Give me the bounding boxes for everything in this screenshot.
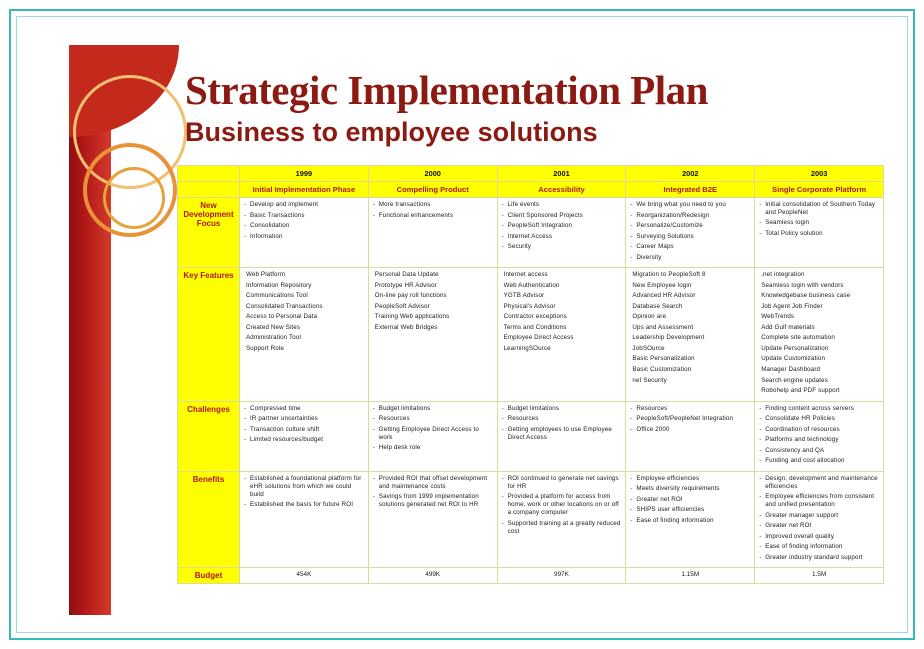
list-item: Update Customization (761, 355, 826, 363)
list-item: - Established the basis for future ROI (244, 501, 364, 509)
list-item: Knowledgebase business case (761, 292, 851, 300)
list-item: Search engine updates (761, 376, 828, 384)
matrix-table-wrapper (177, 165, 883, 584)
cell-r1-c0 (240, 268, 369, 401)
cell-r3-c3 (626, 471, 755, 568)
list-item: Opinion are (632, 313, 667, 321)
cell-list (244, 405, 364, 445)
list-item: Web Platform (246, 271, 286, 279)
list-item: Ups and Assessment (632, 323, 694, 331)
list-item: - Life events (502, 201, 622, 209)
list-item: Complete site automation (761, 334, 835, 342)
cell-list (630, 201, 750, 262)
list-item: - ROI continued to generate net savings for HR (502, 475, 622, 491)
cell-r3-c4 (755, 471, 884, 568)
table-row (178, 471, 884, 568)
list-item: - More transactions (373, 201, 493, 209)
budget-value-4: 1.5M (755, 568, 884, 584)
cell-r1-c1 (368, 268, 497, 401)
list-item: - Develop and implement (244, 201, 364, 209)
cell-r2-c2 (497, 401, 626, 471)
list-item: Terms and Conditions (503, 323, 567, 331)
list-item: - Provided a platform for access from home, work or other locations on or off a company computer (502, 493, 622, 517)
column-name-0: Initial Implementation Phase (240, 182, 369, 198)
list-item: Web Authentication (503, 281, 560, 289)
list-item: - Greater manager support (759, 512, 879, 520)
column-year-3: 2002 (626, 166, 755, 182)
list-item: - Ease of finding information (630, 517, 750, 525)
list-item: - Established a foundational platform for eHR solutions from which we could build (244, 475, 364, 499)
list-item: Seamless login with vendors (761, 281, 844, 289)
inner-border (16, 16, 908, 633)
list-item: - Greater net ROI (759, 522, 879, 530)
table-corner-cell-2 (178, 182, 240, 198)
list-item: Created New Sites (246, 323, 301, 331)
list-item: - Seamless login (759, 219, 879, 227)
row-label-benefits: Benefits (178, 471, 240, 568)
list-item: Leadership Development (632, 334, 705, 342)
cell-r2-c4 (755, 401, 884, 471)
cell-list (244, 475, 364, 509)
list-item: - Finding content across servers (759, 405, 879, 413)
list-item: Job Agent Job Finder (761, 302, 823, 310)
list-item: - Compressed time (244, 405, 364, 413)
list-item: - SHIPS user efficiencies (630, 506, 750, 514)
list-item: net Security (632, 376, 667, 384)
column-name-1: Compelling Product (368, 182, 497, 198)
cell-r0-c2 (497, 198, 626, 268)
cell-list (630, 271, 750, 384)
title-block (185, 69, 825, 146)
list-item: - Surveying Solutions (630, 233, 750, 241)
cell-list (759, 271, 879, 395)
outer-border (9, 9, 915, 640)
list-item: - PeopleSoft Integration (502, 222, 622, 230)
list-item: Basic Customization (632, 365, 692, 373)
cell-r2-c3 (626, 401, 755, 471)
list-item: PeopleSoft Advisor (374, 302, 430, 310)
list-item: - Savings from 1999 implementation solutions generated net ROI to HR (373, 493, 493, 509)
list-item: - IR partner uncertainties (244, 415, 364, 423)
list-item: Access to Personal Data (246, 313, 318, 321)
list-item: - Coordination of resources (759, 426, 879, 434)
list-item: Basic Personalization (632, 355, 695, 363)
list-item: .net integration (761, 271, 805, 279)
budget-value-0: 454K (240, 568, 369, 584)
list-item: - Total Policy solution (759, 230, 879, 238)
cell-r0-c0 (240, 198, 369, 268)
list-item: - Transaction culture shift (244, 426, 364, 434)
list-item: Communications Tool (246, 292, 308, 300)
table-row (178, 198, 884, 268)
list-item: Information Repository (246, 281, 312, 289)
list-item: - Employee efficiencies (630, 475, 750, 483)
list-item: - Resources (630, 405, 750, 413)
list-item: Contractor exceptions (503, 313, 567, 321)
cell-r3-c0 (240, 471, 369, 568)
cell-list (373, 405, 493, 452)
list-item: - Limited resources/budget (244, 436, 364, 444)
list-item: - Provided ROI that offset development and maintenance costs (373, 475, 493, 491)
list-item: - Ease of finding information (759, 543, 879, 551)
list-item: - Greater net ROI (630, 496, 750, 504)
decorative-ring-inner-icon (103, 167, 165, 229)
page-title: Strategic Implementation Plan (185, 67, 708, 113)
list-item: - Meets diversity requirements (630, 485, 750, 493)
list-item: - Greater industry standard support (759, 554, 879, 562)
column-year-2: 2001 (497, 166, 626, 182)
row-label-new-development-focus: New Development Focus (178, 198, 240, 268)
list-item: LearningSOurce (503, 344, 551, 352)
list-item: Database Search (632, 302, 683, 310)
list-item: On-line pay roll functions (374, 292, 447, 300)
table-header-names (178, 182, 884, 198)
column-year-1: 2000 (368, 166, 497, 182)
list-item: Training Web applications (374, 313, 450, 321)
column-year-0: 1999 (240, 166, 369, 182)
list-item: Administration Tool (246, 334, 302, 342)
cell-r0-c4 (755, 198, 884, 268)
list-item: Personal Data Update (374, 271, 439, 279)
list-item: - Getting Employee Direct Access to work (373, 426, 493, 442)
cell-list (244, 201, 364, 241)
column-name-3: Integrated B2E (626, 182, 755, 198)
list-item: - Resources (373, 415, 493, 423)
cell-r2-c0 (240, 401, 369, 471)
list-item: - PeopleSoft/PeopleNet Integration (630, 415, 750, 423)
list-item: - Consolidate HR Policies (759, 415, 879, 423)
column-name-4: Single Corporate Platform (755, 182, 884, 198)
list-item: - Budget limitations (502, 405, 622, 413)
list-item: - Employee efficiencies from consistent and unified presentation (759, 493, 879, 509)
cell-list (373, 201, 493, 219)
budget-value-2: 997K (497, 568, 626, 584)
cell-list (244, 271, 364, 353)
cell-r3-c1 (368, 471, 497, 568)
matrix-body (178, 198, 884, 584)
strategic-plan-matrix (177, 165, 884, 584)
list-item: Internet access (503, 271, 548, 279)
list-item: - Internet Access (502, 233, 622, 241)
list-item: - Consistency and QA (759, 447, 879, 455)
table-row (178, 268, 884, 401)
list-item: - Office 2000 (630, 426, 750, 434)
cell-list (630, 405, 750, 434)
list-item: - Consolidation (244, 222, 364, 230)
cell-list (759, 405, 879, 466)
list-item: - Reorganization/Redesign (630, 212, 750, 220)
cell-r2-c1 (368, 401, 497, 471)
cell-list (502, 201, 622, 251)
page-subtitle: Business to employee solutions (185, 117, 598, 148)
list-item: WebTrends (761, 313, 795, 321)
list-item: - Basic Transactions (244, 212, 364, 220)
list-item: - Resources (502, 415, 622, 423)
cell-r1-c2 (497, 268, 626, 401)
cell-r0-c3 (626, 198, 755, 268)
cell-list (759, 201, 879, 238)
list-item: External Web Bridges (374, 323, 438, 331)
list-item: Support Role (246, 344, 284, 352)
list-item: - Information (244, 233, 364, 241)
list-item: - Security (502, 243, 622, 251)
cell-list (630, 475, 750, 525)
row-label-challenges: Challenges (178, 401, 240, 471)
cell-r0-c1 (368, 198, 497, 268)
column-year-4: 2003 (755, 166, 884, 182)
list-item: - Personalize/Customize (630, 222, 750, 230)
table-corner-cell (178, 166, 240, 182)
table-header-years (178, 166, 884, 182)
list-item: - Design, development and maintenance efficiencies (759, 475, 879, 491)
list-item: JobSOurce (632, 344, 665, 352)
list-item: - Diversity (630, 254, 750, 262)
list-item: Consolidated Transactions (246, 302, 323, 310)
list-item: - Funding and cost allocation (759, 457, 879, 465)
list-item: - Improved overall quality (759, 533, 879, 541)
list-item: - Client Sponsored Projects (502, 212, 622, 220)
list-item: - Help desk role (373, 444, 493, 452)
list-item: - We bring what you need to you (630, 201, 750, 209)
list-item: Migration to PeopleSoft 8 (632, 271, 706, 279)
row-label-budget: Budget (178, 568, 240, 584)
row-label-key-features: Key Features (178, 268, 240, 401)
list-item: New Employee login (632, 281, 692, 289)
list-item: - Initial consolidation of Southern Today and PeopleNet (759, 201, 879, 217)
cell-list (502, 271, 622, 353)
list-item: Physical's Advisor (503, 302, 556, 310)
column-name-2: Accessibility (497, 182, 626, 198)
table-row (178, 401, 884, 471)
list-item: - Platforms and technology (759, 436, 879, 444)
budget-row (178, 568, 884, 584)
cell-r1-c4 (755, 268, 884, 401)
list-item: - Supported training at a greatly reduced cost (502, 520, 622, 536)
cell-list (759, 475, 879, 562)
list-item: - Career Maps (630, 243, 750, 251)
list-item: - Budget limitations (373, 405, 493, 413)
cell-list (373, 475, 493, 509)
cell-list (373, 271, 493, 332)
list-item: YGTB Advisor (503, 292, 545, 300)
list-item: Manager Dashboard (761, 365, 821, 373)
budget-value-1: 499K (368, 568, 497, 584)
cell-list (502, 475, 622, 536)
cell-list (502, 405, 622, 442)
list-item: - Functional enhancements (373, 212, 493, 220)
list-item: - Getting employees to use Employee Direct Access (502, 426, 622, 442)
cell-r3-c2 (497, 471, 626, 568)
list-item: Employee Direct Access (503, 334, 574, 342)
list-item: Update Personalization (761, 344, 829, 352)
list-item: Add Gulf materials (761, 323, 815, 331)
list-item: Robohelp and PDF support (761, 387, 840, 395)
list-item: Prototype HR Advisor (374, 281, 437, 289)
cell-r1-c3 (626, 268, 755, 401)
budget-value-3: 1.15M (626, 568, 755, 584)
list-item: Advanced HR Advisor (632, 292, 696, 300)
